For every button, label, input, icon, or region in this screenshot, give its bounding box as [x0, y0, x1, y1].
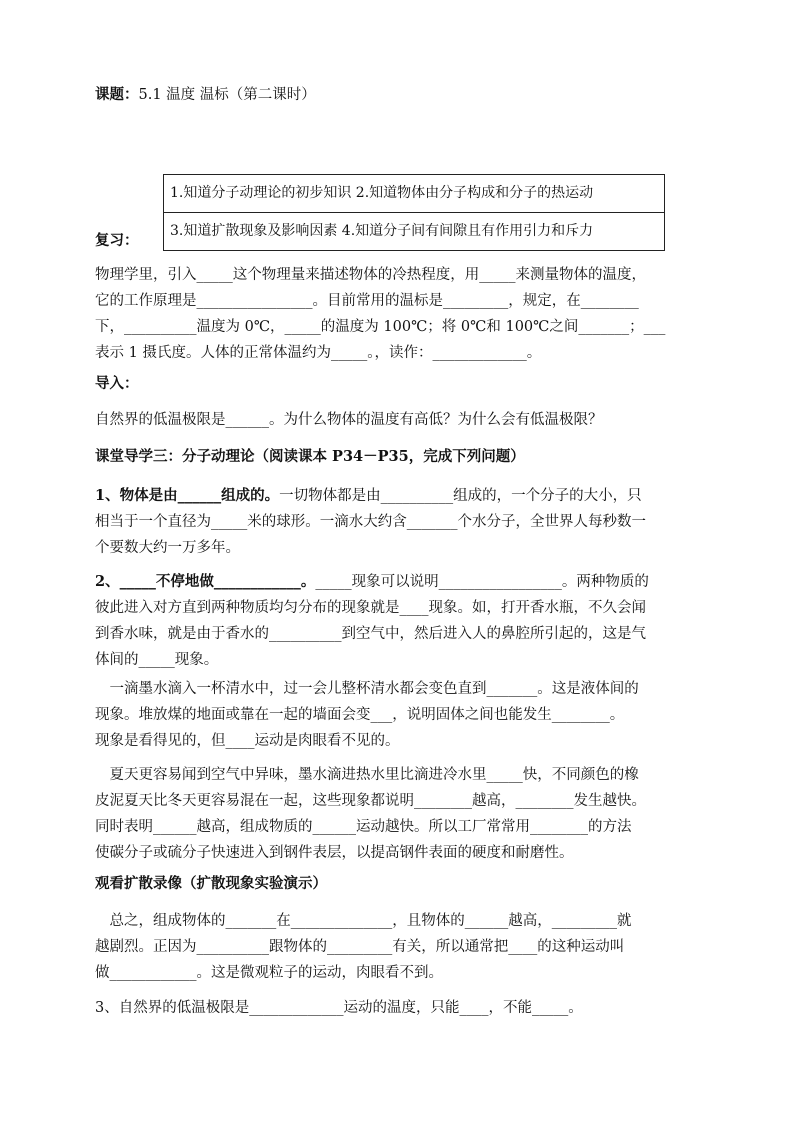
text-line: 下，__________温度为 0℃，_____的温度为 100℃；将 0℃和 100℃之间_______；___: [95, 319, 666, 335]
section-heading: 课堂导学三：分子动理论（阅读课本 P34－P35，完成下列问题）: [95, 448, 525, 465]
text-line: 皮泥夏天比冬天更容易混在一起，这些现象都说明________越高，________发生越快。: [95, 793, 646, 809]
text-line: 一滴墨水滴入一杯清水中，过一会儿整杯清水都会变色直到_______。这是液体间的: [95, 681, 639, 697]
text-line: 做____________。这是微观粒子的运动，肉眼看不到。: [95, 965, 443, 981]
p2-lead: 2、_____不停地做____________。: [95, 573, 316, 590]
objective-row: 3.知道扩散现象及影响因素 4.知道分子间有间隙且有作用引力和斥力: [164, 212, 664, 250]
text-line: 个要数大约一万多年。: [95, 540, 240, 556]
text-line: 总之，组成物体的_______在______________，且物体的______越高，_________就: [95, 913, 632, 929]
text-line: 体间的_____现象。: [95, 652, 219, 668]
p1-lead: 1、物体是由______组成的。: [95, 487, 280, 504]
paragraph-3: [95, 676, 701, 754]
lesson-title: [95, 83, 316, 104]
text-line: 它的工作原理是________________。目前常用的温标是_________，规定，在________: [95, 293, 639, 309]
intro-label: 导入：: [95, 375, 139, 392]
text-line: 夏天更容易闻到空气中异味，墨水滴进热水里比滴进冷水里_____快，不同颜色的橡: [95, 767, 639, 783]
question-3: 3、自然界的低温极限是_____________运动的温度，只能____，不能_____。: [95, 1000, 583, 1016]
paragraph-2: [95, 569, 701, 673]
review-label: 复习：: [95, 232, 139, 249]
objectives-table: [163, 174, 665, 251]
text-line: 同时表明______越高，组成物质的______运动越快。所以工厂常常用________的方法: [95, 819, 632, 835]
summary-paragraph: [95, 908, 701, 986]
text-line: 使碳分子或硫分子快速进入到钢件表层，以提高钢件表面的硬度和耐磨性。: [95, 845, 574, 861]
text-line: 到香水味，就是由于香水的__________到空气中，然后进入人的鼻腔所引起的，这是气: [95, 626, 646, 642]
lesson-title-label: 课题：: [95, 86, 139, 103]
text-line: 物理学里，引入_____这个物理量来描述物体的冷热程度，用_____来测量物体的温度，: [95, 267, 646, 283]
text-line: 越剧烈。正因为__________跟物体的_________有关，所以通常把____的这种运动叫: [95, 939, 625, 955]
text-line: 一切物体都是由__________组成的，一个分子的大小，只: [279, 488, 642, 504]
text-line: 现象。堆放煤的地面或靠在一起的墙面会变___，说明固体之间也能发生________。: [95, 707, 625, 723]
text-line: _____现象可以说明_________________。两种物质的: [315, 574, 649, 590]
paragraph-4: [95, 762, 701, 866]
review-paragraph: [95, 262, 701, 366]
intro-text: 自然界的低温极限是______。为什么物体的温度有高低？为什么会有低温极限？: [95, 412, 603, 428]
text-line: 相当于一个直径为_____米的球形。一滴水大约含_______个水分子，全世界人每秒数一: [95, 514, 646, 530]
video-heading: 观看扩散录像（扩散现象实验演示）: [95, 875, 327, 892]
text-line: 表示 1 摄氏度。人体的正常体温约为_____。，读作：_____________。: [95, 345, 542, 361]
lesson-title-text: 5.1 温度 温标（第二课时）: [138, 87, 316, 103]
text-line: 现象是看得见的，但____运动是肉眼看不见的。: [95, 733, 400, 749]
objective-row: 1.知道分子动理论的初步知识 2.知道物体由分子构成和分子的热运动: [170, 185, 594, 201]
text-line: 彼此进入对方直到两种物质均匀分布的现象就是____现象。如，打开香水瓶，不久会闻: [95, 600, 646, 616]
paragraph-1: [95, 483, 701, 561]
